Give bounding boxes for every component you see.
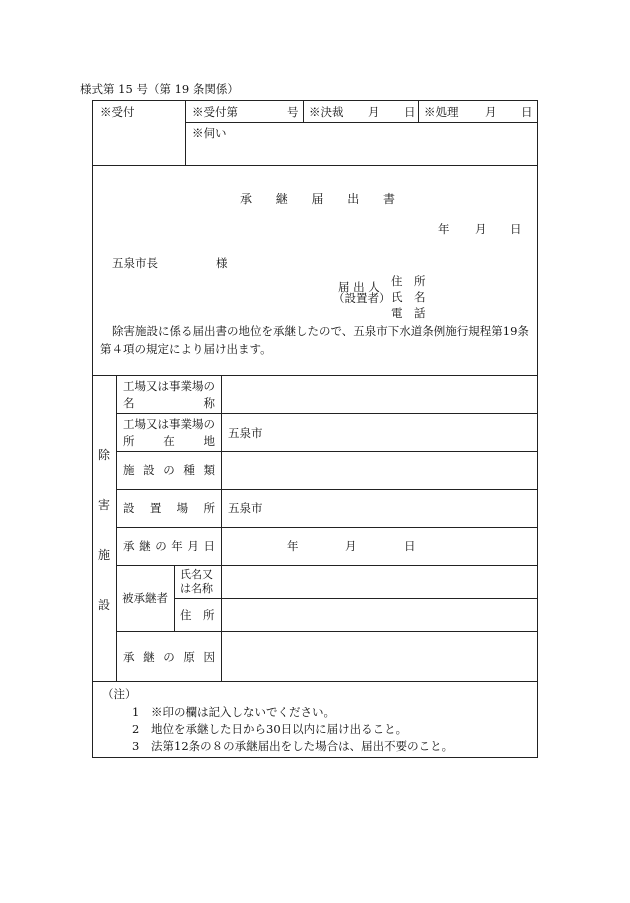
addressee: 五泉市長: [112, 256, 158, 270]
note-1-text: ※印の欄は記入しないでください。: [151, 705, 335, 719]
factory-name-label-2: 名 称: [123, 396, 215, 410]
date-month: 月: [475, 222, 487, 236]
date-day: 日: [510, 222, 522, 236]
side-char-2: 害: [98, 498, 111, 512]
succ-day: 日: [404, 539, 416, 553]
decision-day: 日: [404, 105, 416, 119]
succession-date-label: 承 継 の 年 月 日: [123, 539, 215, 553]
install-place-label: 設 置 場 所: [123, 501, 215, 515]
body-line-1: 除害施設に係る届出書の地位を承継したので、五泉市下水道条例施行規程第19条: [112, 324, 529, 338]
processing-day: 日: [521, 105, 533, 119]
succ-month: 月: [345, 539, 357, 553]
phone-label: 電 話: [391, 306, 426, 320]
received-no-suffix: 号: [287, 105, 299, 119]
side-char-4: 設: [98, 598, 111, 612]
name-label: 氏 名: [391, 290, 426, 304]
pred-address-label: 住 所: [180, 608, 215, 622]
note-1-num: 1: [132, 705, 140, 719]
notes-heading: （注）: [102, 687, 137, 701]
received-no-label: ※受付第: [192, 105, 238, 119]
note-3-text: 法第12条の８の承継届出をした場合は、届出不要のこと。: [151, 739, 454, 753]
processing-label: ※処理: [424, 105, 459, 119]
body-line-2: 第４項の規定により届け出ます。: [100, 342, 272, 356]
applicant-sub: （設置者）: [333, 291, 391, 305]
succession-cause-label: 承 継 の 原 因: [123, 650, 215, 664]
side-char-3: 施: [98, 548, 111, 562]
note-3-num: 3: [132, 739, 140, 753]
inquiry-label: ※伺い: [192, 126, 227, 140]
side-char-1: 除: [98, 448, 111, 462]
facility-type-label: 施 設 の 種 類: [123, 463, 215, 477]
form-title: 承 継 届 出 書: [240, 192, 395, 206]
predecessor-label: 被承継者: [122, 591, 168, 605]
factory-name-label-1: 工場又は事業場の: [123, 379, 215, 393]
address-label: 住 所: [391, 274, 426, 288]
note-2-text: 地位を承継した日から30日以内に届け出ること。: [151, 722, 408, 736]
pred-name-label-2: は名称: [180, 582, 213, 595]
honorific: 様: [216, 256, 228, 270]
form-number: 様式第 15 号（第 19 条関係）: [80, 82, 239, 96]
succ-year: 年: [287, 539, 299, 553]
decision-month: 月: [368, 105, 380, 119]
applicant-label: 届 出 人: [338, 280, 380, 294]
factory-loc-label-1: 工場又は事業場の: [123, 417, 215, 431]
install-place-value: 五泉市: [228, 501, 263, 515]
date-year: 年: [438, 222, 450, 236]
processing-month: 月: [485, 105, 497, 119]
factory-loc-label-2: 所 在 地: [123, 434, 215, 448]
pred-name-label-1: 氏名又: [180, 568, 213, 581]
decision-label: ※決裁: [309, 105, 344, 119]
received-label: ※受付: [100, 105, 135, 119]
factory-loc-value: 五泉市: [228, 426, 263, 440]
note-2-num: 2: [132, 722, 140, 736]
